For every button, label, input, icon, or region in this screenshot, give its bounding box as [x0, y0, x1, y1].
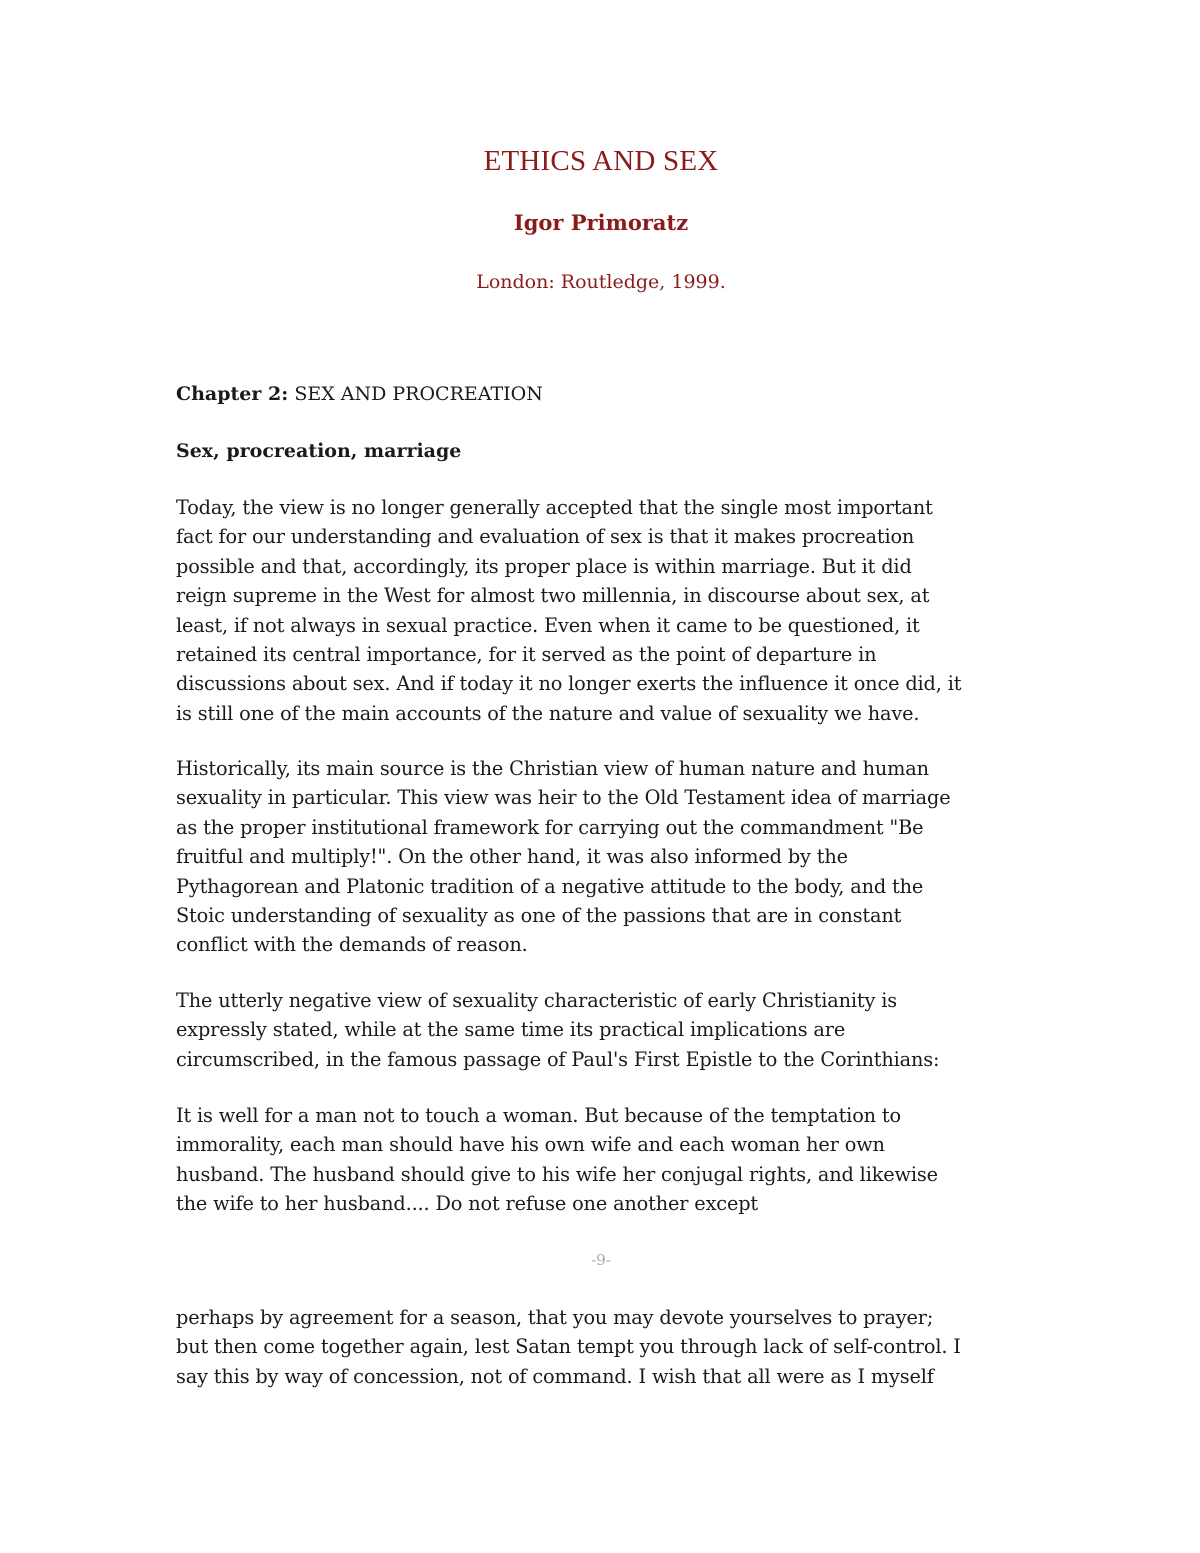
chapter-title: SEX AND PROCREATION — [294, 383, 543, 405]
text-line: husband. The husband should give to his wife her conjugal rights, and likewise — [176, 1162, 938, 1186]
text-line: It is well for a man not to touch a woman. But because of the temptation to — [176, 1104, 901, 1127]
chapter-number: Chapter 2: — [176, 383, 289, 405]
text-line: Stoic understanding of sexuality as one of the passions that are in constant — [176, 904, 902, 928]
text-line: discussions about sex. And if today it no longer exerts the influence it once did, it — [176, 672, 962, 696]
paragraph-1 — [176, 493, 1036, 728]
paragraph-2 — [176, 754, 1036, 960]
text-line: fruitful and multiply!". On the other hand, it was also informed by the — [176, 845, 848, 869]
text-line: Today, the view is no longer generally accepted that the single most important — [176, 496, 933, 519]
text-line: The utterly negative view of sexuality characteristic of early Christianity is — [176, 989, 897, 1012]
book-author: Igor Primoratz — [513, 210, 689, 235]
text-line: retained its central importance, for it served as the point of departure in — [176, 643, 877, 667]
text-line: immorality, each man should have his own wife and each woman her own — [176, 1133, 885, 1157]
text-line: circumscribed, in the famous passage of Paul's First Epistle to the Corinthians: — [176, 1047, 940, 1071]
book-title: ETHICS AND SEX — [483, 145, 719, 177]
book-publisher: London: Routledge, 1999. — [476, 271, 726, 293]
text-line: perhaps by agreement for a season, that you may devote yourselves to prayer; — [176, 1306, 934, 1329]
continuation-paragraph — [176, 1303, 1036, 1391]
text-line: reign supreme in the West for almost two millennia, in discourse about sex, at — [176, 584, 930, 608]
text-line: conflict with the demands of reason. — [176, 933, 528, 957]
text-line: say this by way of concession, not of command. I wish that all were as I myself — [176, 1364, 934, 1388]
text-line: as the proper institutional framework for carrying out the commandment "Be — [176, 815, 924, 839]
page-number: -9- — [591, 1251, 611, 1269]
block-quote — [176, 1101, 1036, 1219]
paragraph-3 — [176, 986, 1036, 1074]
section-heading: Sex, procreation, marriage — [176, 440, 462, 462]
text-line: Pythagorean and Platonic tradition of a negative attitude to the body, and the — [176, 874, 924, 898]
text-line: the wife to her husband.... Do not refuse one another except — [176, 1192, 758, 1216]
text-line: but then come together again, lest Satan tempt you through lack of self-control. I — [176, 1335, 961, 1359]
text-line: fact for our understanding and evaluation of sex is that it makes procreation — [176, 525, 915, 549]
text-line: possible and that, accordingly, its proper place is within marriage. But it did — [176, 554, 912, 578]
chapter-heading — [176, 380, 543, 408]
text-line: is still one of the main accounts of the nature and value of sexuality we have. — [176, 701, 920, 725]
text-line: Historically, its main source is the Christian view of human nature and human — [176, 757, 929, 780]
text-line: least, if not always in sexual practice. Even when it came to be questioned, it — [176, 613, 920, 637]
text-line: sexuality in particular. This view was heir to the Old Testament idea of marriage — [176, 786, 951, 810]
text-line: expressly stated, while at the same time its practical implications are — [176, 1018, 846, 1042]
